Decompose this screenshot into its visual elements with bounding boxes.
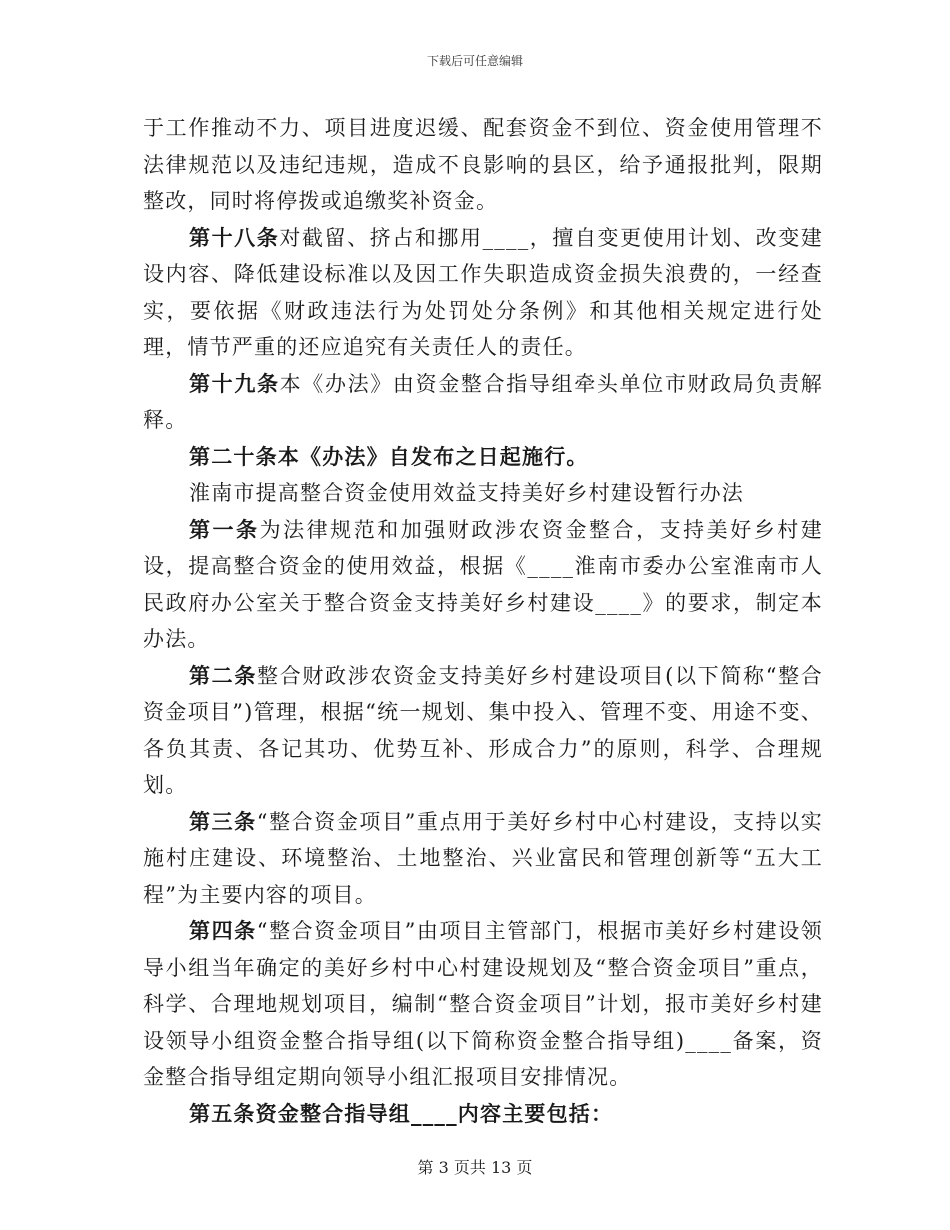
article-title: 第二条 <box>189 662 258 688</box>
article-title: 第五条资金整合指导组____内容主要包括： <box>189 1100 614 1126</box>
paragraph-article-2 <box>143 658 823 804</box>
paragraph-text: “整合资金项目”重点用于美好乡村中心村建设，支持以实施村庄建设、环境整治、土地整治、兴业富民和管理创新等“五大工程”为主要内容的项目。 <box>143 809 823 907</box>
paragraph-continuation <box>143 110 823 220</box>
paragraph-text: 淮南市提高整合资金使用效益支持美好乡村建设暂行办法 <box>189 481 744 505</box>
article-title: 第三条 <box>189 808 257 834</box>
paragraph-article-20 <box>143 439 823 476</box>
paragraph-article-1 <box>143 512 823 658</box>
article-title: 第四条 <box>189 918 257 943</box>
page-number-footer: 第 3 页共 13 页 <box>417 1158 533 1177</box>
article-title: 第十八条 <box>189 224 280 250</box>
page-header: 下载后可任意编辑 <box>426 54 523 68</box>
article-title: 第十九条 <box>189 370 280 396</box>
article-title: 第一条 <box>189 516 260 542</box>
paragraph-article-4 <box>143 913 823 1096</box>
paragraph-article-19 <box>143 366 823 439</box>
paragraph-article-3 <box>143 804 823 914</box>
paragraph-text: 对截留、挤占和挪用____，擅自变更使用计划、改变建设内容、降低建设标准以及因工作失职造成资金损失浪费的，一经查实，要依据《财政违法行为处罚处分条例》和其他相关规定进行处理，情节严重的还应追究有关责任人的责任。 <box>143 225 823 359</box>
article-title: 第二十条本《办法》自发布之日起施行。 <box>189 443 589 469</box>
paragraph-article-18 <box>143 220 823 366</box>
paragraph-text: 本《办法》由资金整合指导组牵头单位市财政局负责解释。 <box>143 371 823 432</box>
paragraph-text: 为法律规范和加强财政涉农资金整合，支持美好乡村建设，提高整合资金的使用效益，根据《____淮南市委办公室淮南市人民政府办公室关于整合资金支持美好乡村建设____》的要求，制定本办法。 <box>143 517 823 651</box>
paragraph-text: 整合财政涉农资金支持美好乡村建设项目(以下简称“整合资金项目”)管理，根据“统一规划、集中投入、管理不变、用途不变、各负其责、各记其功、优势互补、形成合力”的原则，科学、合理规划。 <box>143 663 823 797</box>
paragraph-text: 于工作推动不力、项目进度迟缓、配套资金不到位、资金使用管理不法律规范以及违纪违规，造成不良影响的县区，给予通报批判，限期整改，同时将停拨或追缴奖补资金。 <box>143 116 823 213</box>
document-subtitle <box>143 475 823 512</box>
paragraph-article-5 <box>143 1096 823 1133</box>
document-body <box>143 110 823 1132</box>
paragraph-text: “整合资金项目”由项目主管部门，根据市美好乡村建设领导小组当年确定的美好乡村中心村建设规划及“整合资金项目”重点，科学、合理地规划项目，编制“整合资金项目”计划，报市美好乡村建设领导小组资金整合指导组(以下简称资金整合指导组)____备案，资金整合指导组定期向领导小组汇报项目安排情况。 <box>143 919 823 1089</box>
